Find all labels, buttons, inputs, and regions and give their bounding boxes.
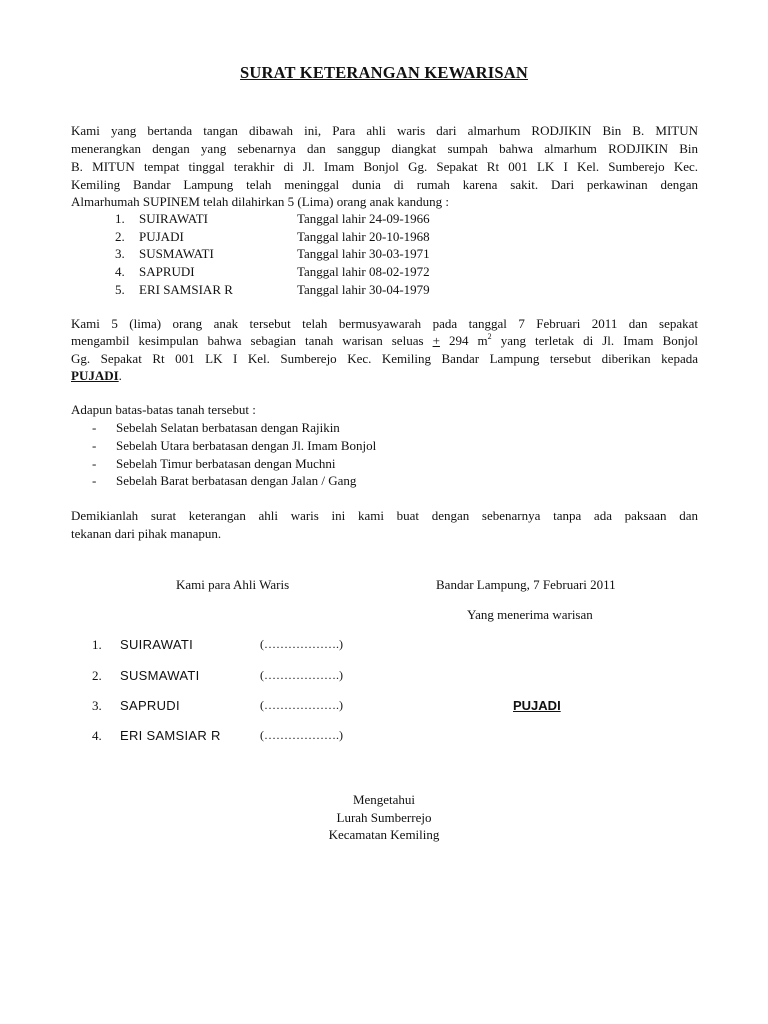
receiver-label: Yang menerima warisan	[467, 607, 593, 622]
dash-bullet: -	[92, 420, 97, 435]
heirs-label: Kami para Ahli Waris	[176, 577, 290, 592]
child-dob: Tanggal lahir 30-03-1971	[297, 246, 430, 261]
intro-line-4: Kemiling Bandar Lampung telah meninggal dunia di rumah karena sakit. Dari perkawinan dengan	[71, 177, 698, 192]
agreement-line-4	[71, 367, 698, 385]
child-name: SUSMAWATI	[139, 246, 214, 261]
child-name: ERI SAMSIAR R	[139, 282, 233, 297]
child-row	[115, 228, 430, 246]
intro-line-3: B. MITUN tempat tinggal terakhir di Jl. Imam Bonjol Gg. Sepakat Rt 001 LK I Kel. Sumberejo Kec.	[71, 159, 698, 174]
dash-bullet: -	[92, 473, 97, 488]
village-head-title: Lurah Sumberrejo	[336, 810, 432, 825]
child-row	[115, 281, 430, 299]
agreement-end: .	[118, 368, 122, 383]
child-row	[115, 210, 430, 228]
boundaries-heading: Adapun batas-batas tanah tersebut :	[71, 402, 256, 417]
agreement-text: mengambil kesimpulan bahwa sebagian tanah warisan seluas	[71, 333, 433, 348]
child-dob: Tanggal lahir 24-09-1966	[297, 211, 430, 226]
signature-blank: (……………….)	[260, 728, 343, 742]
closing-line-1: Demikianlah surat keterangan ahli waris ini kami buat dengan sebenarnya tanpa ada paksaan dan	[71, 508, 698, 523]
dash-bullet: -	[92, 456, 97, 471]
heir-name: ERI SAMSIAR R	[120, 728, 221, 743]
boundary-text: Sebelah Timur berbatasan dengan Muchni	[116, 456, 336, 471]
document-title: SURAT KETERANGAN KEWARISAN	[240, 63, 528, 82]
boundary-item	[92, 437, 376, 455]
heir-number: 3.	[92, 698, 102, 713]
boundary-text: Sebelah Selatan berbatasan dengan Rajikin	[116, 420, 340, 435]
plus-minus-sign: +	[432, 333, 440, 348]
boundary-item	[92, 472, 356, 490]
acknowledged-label: Mengetahui	[352, 792, 416, 807]
child-row	[115, 263, 430, 281]
child-number: 5.	[115, 282, 125, 297]
signature-blank: (……………….)	[260, 637, 343, 651]
child-row	[115, 245, 430, 263]
area-superscript: 2	[487, 332, 492, 341]
heir-name: SUIRAWATI	[120, 637, 193, 652]
heir-number: 1.	[92, 637, 102, 652]
intro-line-1: Kami yang bertanda tangan dibawah ini, Para ahli waris dari almarhum RODJIKIN Bin B. MITUN	[71, 123, 698, 138]
boundary-text: Sebelah Utara berbatasan dengan Jl. Imam Bonjol	[116, 438, 377, 453]
heir-number: 2.	[92, 668, 102, 683]
heir-name: SUSMAWATI	[120, 668, 200, 683]
heir-number: 4.	[92, 728, 102, 743]
boundary-item	[92, 455, 336, 473]
child-dob: Tanggal lahir 30-04-1979	[297, 282, 430, 297]
land-area: 294 m	[439, 333, 488, 348]
agreement-line-2	[71, 332, 698, 350]
recipient-name: PUJADI	[71, 368, 119, 383]
child-dob: Tanggal lahir 08-02-1972	[297, 264, 430, 279]
closing-line-2: tekanan dari pihak manapun.	[71, 526, 222, 541]
child-name: SUIRAWATI	[139, 211, 209, 226]
agreement-line-1: Kami 5 (lima) orang anak tersebut telah bermusyawarah pada tanggal 7 Februari 2011 dan sepakat	[71, 316, 698, 331]
child-number: 4.	[115, 264, 125, 279]
child-number: 3.	[115, 246, 125, 261]
dash-bullet: -	[92, 438, 97, 453]
boundary-text: Sebelah Barat berbatasan dengan Jalan / Gang	[116, 473, 357, 488]
signature-blank: (……………….)	[260, 668, 343, 682]
boundary-item	[92, 419, 340, 437]
child-number: 1.	[115, 211, 125, 226]
receiver-name: PUJADI	[513, 698, 561, 713]
child-number: 2.	[115, 229, 125, 244]
agreement-text: yang terletak di Jl. Imam Bonjol	[491, 333, 698, 348]
intro-line-5: Almarhumah SUPINEM telah dilahirkan 5 (Lima) orang anak kandung :	[71, 194, 449, 209]
heir-name: SAPRUDI	[120, 698, 180, 713]
signature-blank: (……………….)	[260, 698, 343, 712]
intro-line-2: menerangkan dengan yang sebenarnya dan sanggup diangkat sumpah bahwa almarhum RODJIKIN Bin	[71, 141, 698, 156]
child-dob: Tanggal lahir 20-10-1968	[297, 229, 430, 244]
agreement-line-3: Gg. Sepakat Rt 001 LK I Kel. Sumberejo Kec. Kemiling Bandar Lampung tersebut diberikan kepada	[71, 351, 698, 366]
child-name: SAPRUDI	[139, 264, 195, 279]
place-date: Bandar Lampung, 7 Februari 2011	[436, 577, 616, 592]
child-name: PUJADI	[139, 229, 184, 244]
district-name: Kecamatan Kemiling	[328, 827, 440, 842]
